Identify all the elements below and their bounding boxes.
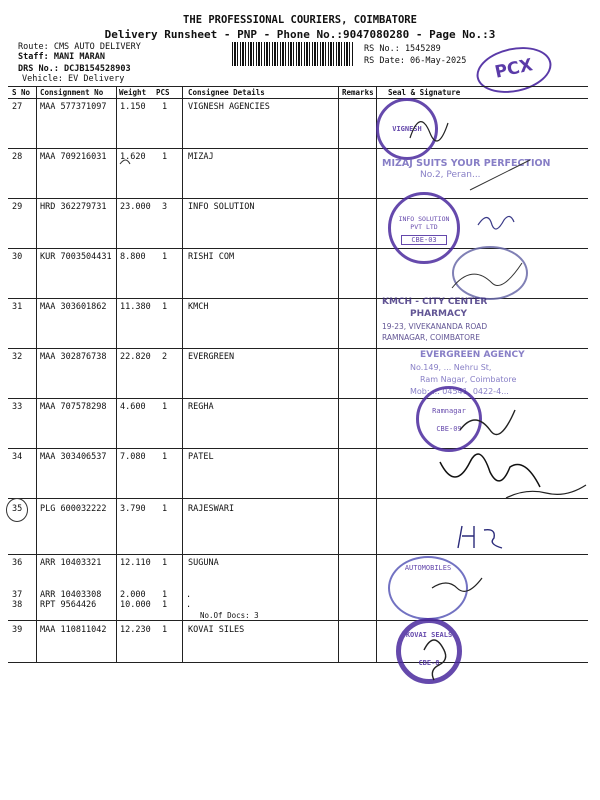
table-row-pcs: 1 xyxy=(162,102,168,112)
table-row-sno: 28 xyxy=(12,152,23,162)
table-row-consignee: VIGNESH AGENCIES xyxy=(188,102,270,112)
table-row-sno: 32 xyxy=(12,352,23,362)
table-row-consignee: REGHA xyxy=(188,402,214,412)
col-header-weight: Weight xyxy=(119,88,147,97)
table-row-weight: 22.820 xyxy=(120,352,151,362)
stamp-code: CBE-8 xyxy=(418,659,440,667)
signature-mark xyxy=(478,216,514,229)
table-row-weight: 10.000 xyxy=(120,600,151,610)
table-row-pcs: 1 xyxy=(162,302,168,312)
stamp-code: CBE-03 xyxy=(401,235,447,245)
table-row-consignment: ARR 10403321 xyxy=(40,558,102,568)
kmch-stamp-line2: PHARMACY xyxy=(410,309,468,319)
table-row-weight: 23.000 xyxy=(120,202,151,212)
table-row-consignee: INFO SOLUTION xyxy=(188,202,255,212)
evergreen-stamp-line3: Ram Nagar, Coimbatore xyxy=(420,375,517,384)
col-header-seal: Seal & Signature xyxy=(388,88,461,97)
drs-number: DRS No.: DCJB154528903 xyxy=(18,64,131,74)
vehicle-label: Vehicle: EV Delivery xyxy=(22,74,125,84)
table-row-consignment: MAA 577371097 xyxy=(40,102,107,112)
table-row-pcs: 1 xyxy=(162,600,168,610)
table-row-sno: 30 xyxy=(12,252,23,262)
table-row-consignment: PLG 600032222 xyxy=(40,504,107,514)
table-row-consignee: KOVAI SILES xyxy=(188,625,245,635)
col-header-pcs: PCS xyxy=(156,88,170,97)
signature-mark xyxy=(440,454,540,487)
table-row-consignee: . xyxy=(186,600,192,610)
table-row-weight: 1.150 xyxy=(120,102,146,112)
pcx-stamp: PCX xyxy=(472,41,555,100)
table-row-sno: 37 xyxy=(12,590,23,600)
table-row-consignee: EVERGREEN xyxy=(188,352,235,362)
kmch-stamp-line4: RAMNAGAR, COIMBATORE xyxy=(382,333,480,342)
col-header-consignee: Consignee Details xyxy=(188,88,265,97)
table-row-weight: 11.380 xyxy=(120,302,151,312)
table-row-consignee: MIZAJ xyxy=(188,152,214,162)
table-row-pcs: 1 xyxy=(162,402,168,412)
stamp-text: INFO SOLUTION PVT LTD xyxy=(398,215,450,231)
evergreen-stamp-line4: Mob: ... 04541, 0422-4... xyxy=(410,387,509,396)
staff-label: Staff: MANI MARAN xyxy=(18,52,105,62)
runsheet-subtitle: Delivery Runsheet - PNP - Phone No.:9047080280 - Page No.:3 xyxy=(104,28,496,41)
table-row-consignee: RISHI COM xyxy=(188,252,235,262)
table-row-consignee: SUGUNA xyxy=(188,558,219,568)
table-row-pcs: 1 xyxy=(162,252,168,262)
company-title: THE PROFESSIONAL COURIERS, COIMBATORE xyxy=(183,14,417,26)
table-row-sno: 34 xyxy=(12,452,23,462)
signature-mark xyxy=(452,263,522,288)
signature-mark xyxy=(120,160,130,164)
table-row-consignment: MAA 707578298 xyxy=(40,402,107,412)
table-row-pcs: 1 xyxy=(162,152,168,162)
mizaj-stamp-line1: MIZAJ SUITS YOUR PERFECTION xyxy=(382,158,551,169)
table-row-consignee: KMCH xyxy=(188,302,209,312)
table-row-pcs: 2 xyxy=(162,352,168,362)
stamp-text: Ramnagar xyxy=(432,407,466,415)
evergreen-stamp-line2: No.149, ... Nehru St, xyxy=(410,363,492,372)
rs-date: RS Date: 06-May-2025 xyxy=(364,56,467,66)
stamp-code: CBE-09 xyxy=(436,425,462,433)
signature-mark xyxy=(506,485,586,498)
table-row-pcs: 1 xyxy=(162,452,168,462)
table-row-consignee: PATEL xyxy=(188,452,214,462)
table-row-sno: 33 xyxy=(12,402,23,412)
table-row-weight: 12.110 xyxy=(120,558,151,568)
mizaj-stamp-line2: No.2, Peran... xyxy=(420,170,481,180)
table-row-pcs: 1 xyxy=(162,504,168,514)
table-row-pcs: 1 xyxy=(162,590,168,600)
table-row-sno: 36 xyxy=(12,558,23,568)
table-row-consignment: MAA 303601862 xyxy=(40,302,107,312)
table-row-consignment: MAA 709216031 xyxy=(40,152,107,162)
table-row-weight: 4.600 xyxy=(120,402,146,412)
signature-mark xyxy=(410,122,448,141)
table-row-consignment: KUR 7003504431 xyxy=(40,252,112,262)
table-row-consignee: RAJESWARI xyxy=(188,504,235,514)
route-label: Route: CMS AUTO DELIVERY xyxy=(18,42,141,52)
table-row-weight: 8.800 xyxy=(120,252,146,262)
table-row-weight: 7.080 xyxy=(120,452,146,462)
table-row-consignment: MAA 302876738 xyxy=(40,352,107,362)
kmch-stamp-line3: 19-23, VIVEKANANDA ROAD xyxy=(382,322,488,331)
col-header-consignment: Consignment No xyxy=(40,88,104,97)
rs-number: RS No.: 1545289 xyxy=(364,44,441,54)
no-of-docs: No.Of Docs: 3 xyxy=(200,611,259,620)
table-row-sno: 27 xyxy=(12,102,23,112)
signature-mark xyxy=(458,526,502,548)
table-row-sno: 29 xyxy=(12,202,23,212)
table-row-pcs: 1 xyxy=(162,558,168,568)
signature-mark xyxy=(470,160,530,190)
table-row-pcs: 1 xyxy=(162,625,168,635)
signature-mark xyxy=(460,410,515,435)
table-row-weight: 2.000 xyxy=(120,590,146,600)
table-row-consignment: ARR 10403308 xyxy=(40,590,102,600)
table-row-consignment: RPT 9564426 xyxy=(40,600,97,610)
signature-mark xyxy=(432,578,482,591)
table-row-consignment: MAA 110811042 xyxy=(40,625,107,635)
table-row-weight: 1.620 xyxy=(120,152,146,162)
table-row-weight: 3.790 xyxy=(120,504,146,514)
table-row-consignment: MAA 303406537 xyxy=(40,452,107,462)
col-header-sno: S No xyxy=(12,88,31,97)
table-row-sno: 31 xyxy=(12,302,23,312)
table-row-pcs: 3 xyxy=(162,202,168,212)
stamp-text: VIGNESH xyxy=(392,125,422,133)
table-row-sno: 35 xyxy=(12,504,23,514)
table-row-sno: 39 xyxy=(12,625,23,635)
signature-mark xyxy=(424,640,446,680)
table-row-consignee: . xyxy=(186,590,192,600)
table-row-weight: 12.230 xyxy=(120,625,151,635)
stamp-text: AUTOMOBILES xyxy=(404,564,452,572)
stamp-text: KOVAI SEALS xyxy=(405,631,453,639)
table-row-sno: 38 xyxy=(12,600,23,610)
table-row-consignment: HRD 362279731 xyxy=(40,202,107,212)
kmch-stamp-line1: KMCH - CITY CENTER xyxy=(382,297,488,307)
col-header-remarks: Remarks xyxy=(342,88,374,97)
evergreen-stamp-line1: EVERGREEN AGENCY xyxy=(420,350,525,360)
